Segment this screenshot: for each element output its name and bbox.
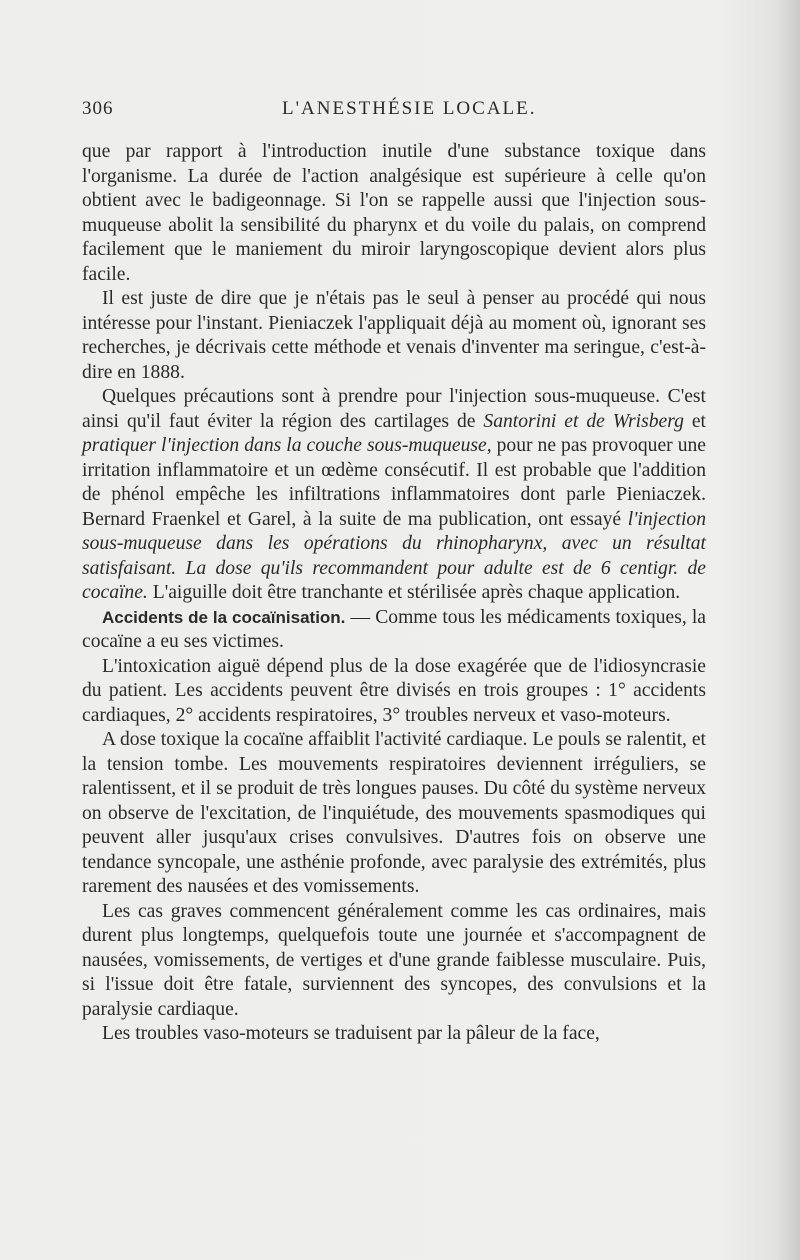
paragraph-5: L'intoxication aiguë dépend plus de la dose exagérée que de l'idiosyncrasie du patient. Les accidents peuvent être divisés en trois groupes : 1° accidents cardiaques, 2° accidents respiratoires, 3° troubles nerveux et vaso-moteurs. (82, 655, 706, 726)
paragraph-1: que par rapport à l'introduction inutile d'une substance toxique dans l'organisme. La durée de l'action analgésique est supérieure à celle qu'on obtient avec le badigeonnage. Si l'on se rappelle aussi que l'injection sous-muqueuse abolit la sensibilité du pharynx et du voile du palais, on comprend facilement que le maniement du miroir laryngoscopique devient alors plus facile. (82, 141, 706, 285)
paragraph-3-text-a: Quelques précautions sont à prendre pour l'injection sous-muqueuse. C'est ainsi qu'il faut éviter la région des cartilages de (82, 386, 706, 432)
paragraph-6: A dose toxique la cocaïne affaiblit l'activité cardiaque. Le pouls se ralentit, et la tension tombe. Les mouvements respiratoires deviennent irréguliers, se ralentissent, et il se produit de très longues pauses. Du côté du système nerveux on observe de l'excitation, de l'inquiétude, des mouvements spasmodiques qui peuvent aller jusqu'aux crises convulsives. D'autres fois on observe une tendance syncopale, une asthénie profonde, avec paralysie des extrémités, plus rarement des nausées et des vomissements. (82, 729, 706, 897)
section-heading: Accidents de la cocaïnisation. (102, 607, 346, 627)
paragraph-7: Les cas graves commencent généralement comme les cas ordinaires, mais durent plus longtemps, quelquefois toute une journée et s'accompagnent de nausées, vomissements, de vertiges et d'une grande faiblesse musculaire. Puis, si l'issue doit être fatale, surviennent des syncopes, des convulsions et la paralysie cardiaque. (82, 900, 706, 1020)
paragraph-4-text: — Comme tous les médicaments toxiques, la cocaïne a eu ses victimes. (82, 606, 706, 652)
paragraph-3-italic-3: l'injection sous-muqueuse dans les opérations du rhinopharynx, avec un résultat satisfaisant. La dose qu'ils recommandent pour adulte est de 6 centigr. de cocaïne. (82, 508, 706, 603)
paragraph-3-italic-2: pratiquer l'injection dans la couche sous-muqueuse, (82, 435, 492, 456)
paragraph-3-italic-1: Santorini et de Wrisberg (483, 410, 684, 432)
paragraph-3-text-d: L'aiguille doit être tranchante et stérilisée après chaque application. (147, 582, 681, 603)
paragraph-3-text-c: pour ne pas provoquer une irritation inflammatoire et un œdème consécutif. Il est probable que l'addition de phénol empêche les infiltrations inflammatoires dont parle Pieniaczek. Bernard Fraenkel et Garel, à la suite de ma publication, ont essayé (82, 435, 706, 530)
paragraph-2: Il est juste de dire que je n'étais pas le seul à penser au procédé qui nous intéresse pour l'instant. Pieniaczek l'appliquait déjà au moment où, ignorant ses recherches, je décrivais cette méthode et venais d'inventer ma seringue, c'est-à-dire en 1888. (82, 288, 706, 383)
paragraph-3 (82, 385, 706, 606)
paragraph-4 (82, 606, 706, 655)
paragraph-3-text-b: et (683, 410, 706, 432)
body-text (82, 140, 706, 1047)
page-number: 306 (82, 98, 114, 119)
paragraph-8: Les troubles vaso-moteurs se traduisent par la pâleur de la face, (102, 1023, 600, 1044)
running-header (82, 98, 708, 128)
running-title: L'ANESTHÉSIE LOCALE. (282, 98, 537, 119)
